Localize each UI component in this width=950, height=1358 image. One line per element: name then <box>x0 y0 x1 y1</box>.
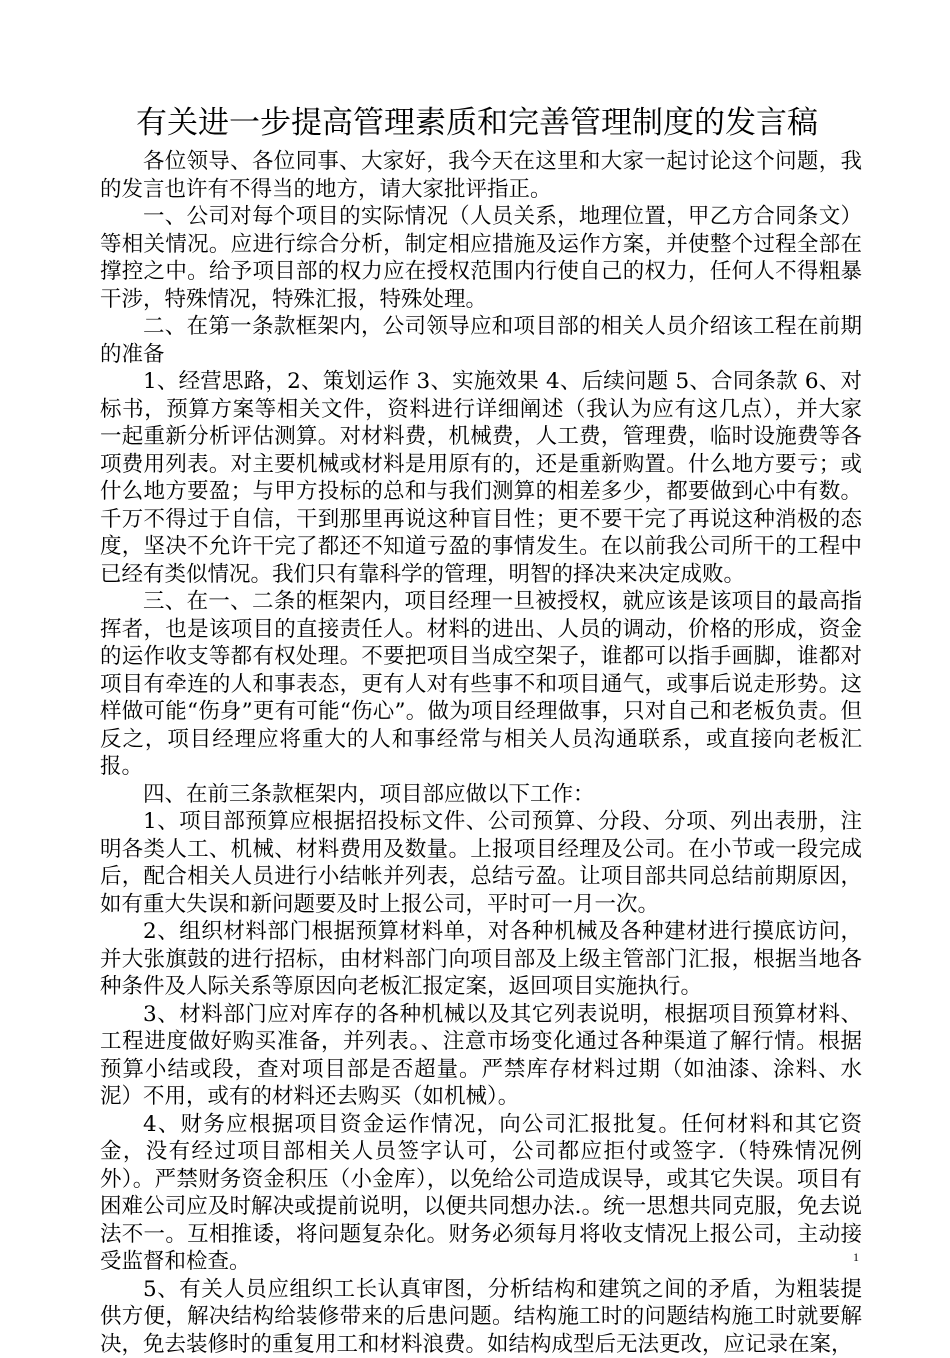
document-title: 有关进一步提高管理素质和完善管理制度的发言稿 <box>100 98 862 148</box>
paragraph-section-3: 三、在一、二条的框架内，项目经理一旦被授权，就应该是该项目的最高指挥者，也是该项目的直接责任人。材料的进出、人员的调动，价格的形成，资金的运作收支等都有权处理。不要把项目当成空架子，谁都可以指手画脚，谁都对项目有牵连的人和事表态，更有人对有些事不和项目通气，或事后说走形势。这样做可能“伤身”更有可能“伤心”。做为项目经理做事，只对自己和老板负责。但反之，项目经理应将重大的人和事经常与相关人员沟通联系，或直接向老板汇报。 <box>100 588 862 781</box>
paragraph-section-4: 四、在前三条款框架内，项目部应做以下工作： <box>100 781 862 809</box>
paragraph-item-5: 5、有关人员应组织工长认真审图，分析结构和建筑之间的矛盾，为粗装提供方便，解决结构给装修带来的后患问题。结构施工时的问题结构施工时就要解决，免去装修时的重复用工和材料浪费。如结构成型后无法更改，应记录在案， <box>100 1276 862 1358</box>
paragraph-section-1: 一、公司对每个项目的实际情况（人员关系，地理位置，甲乙方合同条文）等相关情况。应进行综合分析，制定相应措施及运作方案，并使整个过程全部在撑控之中。给予项目部的权力应在授权范围内行使自己的权力，任何人不得粗暴干涉，特殊情况，特殊汇报，特殊处理。 <box>100 203 862 313</box>
document-page <box>100 98 862 1358</box>
page-number: 1 <box>853 1250 859 1265</box>
paragraph-section-2-items: 1、经营思路，2、策划运作 3、实施效果 4、后续问题 5、合同条款 6、对标书，预算方案等相关文件，资料进行详细阐述（我认为应有这几点），并大家一起重新分析评估测算。对材料费，机械费，人工费，管理费，临时设施费等各项费用列表。对主要机械或材料是用原有的，还是重新购置。什么地方要亏；或什么地方要盈；与甲方投标的总和与我们测算的相差多少，都要做到心中有数。千万不得过于自信，干到那里再说这种盲目性；更不要干完了再说这种消极的态度，坚决不允许干完了都还不知道亏盈的事情发生。在以前我公司所干的工程中已经有类似情况。我们只有靠科学的管理，明智的择决来决定成败。 <box>100 368 862 588</box>
paragraph-item-2: 2、组织材料部门根据预算材料单，对各种机械及各种建材进行摸底访问，并大张旗鼓的进行招标，由材料部门向项目部及上级主管部门汇报，根据当地各种条件及人际关系等原因向老板汇报定案，返回项目实施执行。 <box>100 918 862 1001</box>
paragraph-item-1: 1、项目部预算应根据招投标文件、公司预算、分段、分项、列出表册，注明各类人工、机械、材料费用及数量。上报项目经理及公司。在小节或一段完成后，配合相关人员进行小结帐并列表，总结亏盈。让项目部共同总结前期原因，如有重大失误和新问题要及时上报公司，平时可一月一次。 <box>100 808 862 918</box>
paragraph-section-2: 二、在第一条款框架内，公司领导应和项目部的相关人员介绍该工程在前期的准备 <box>100 313 862 368</box>
paragraph-greeting: 各位领导、各位同事、大家好，我今天在这里和大家一起讨论这个问题，我的发言也许有不得当的地方，请大家批评指正。 <box>100 148 862 203</box>
paragraph-item-3: 3、材料部门应对库存的各种机械以及其它列表说明，根据项目预算材料、工程进度做好购买准备，并列表。、注意市场变化通过各种渠道了解行情。根据预算小结或段，查对项目部是否超量。严禁库存材料过期（如油漆、涂料、水泥）不用，或有的材料还去购买（如机械）。 <box>100 1001 862 1111</box>
paragraph-item-4: 4、财务应根据项目资金运作情况，向公司汇报批复。任何材料和其它资金，没有经过项目部相关人员签字认可，公司都应拒付或签字.（特殊情况例外）。严禁财务资金积压（小金库），以免给公司造成误导，或其它失误。项目有困难公司应及时解决或提前说明，以便共同想办法.。统一思想共同克服，免去说法不一。互相推诿，将问题复杂化。财务必须每月将收支情况上报公司，主动接受监督和检查。 <box>100 1111 862 1276</box>
